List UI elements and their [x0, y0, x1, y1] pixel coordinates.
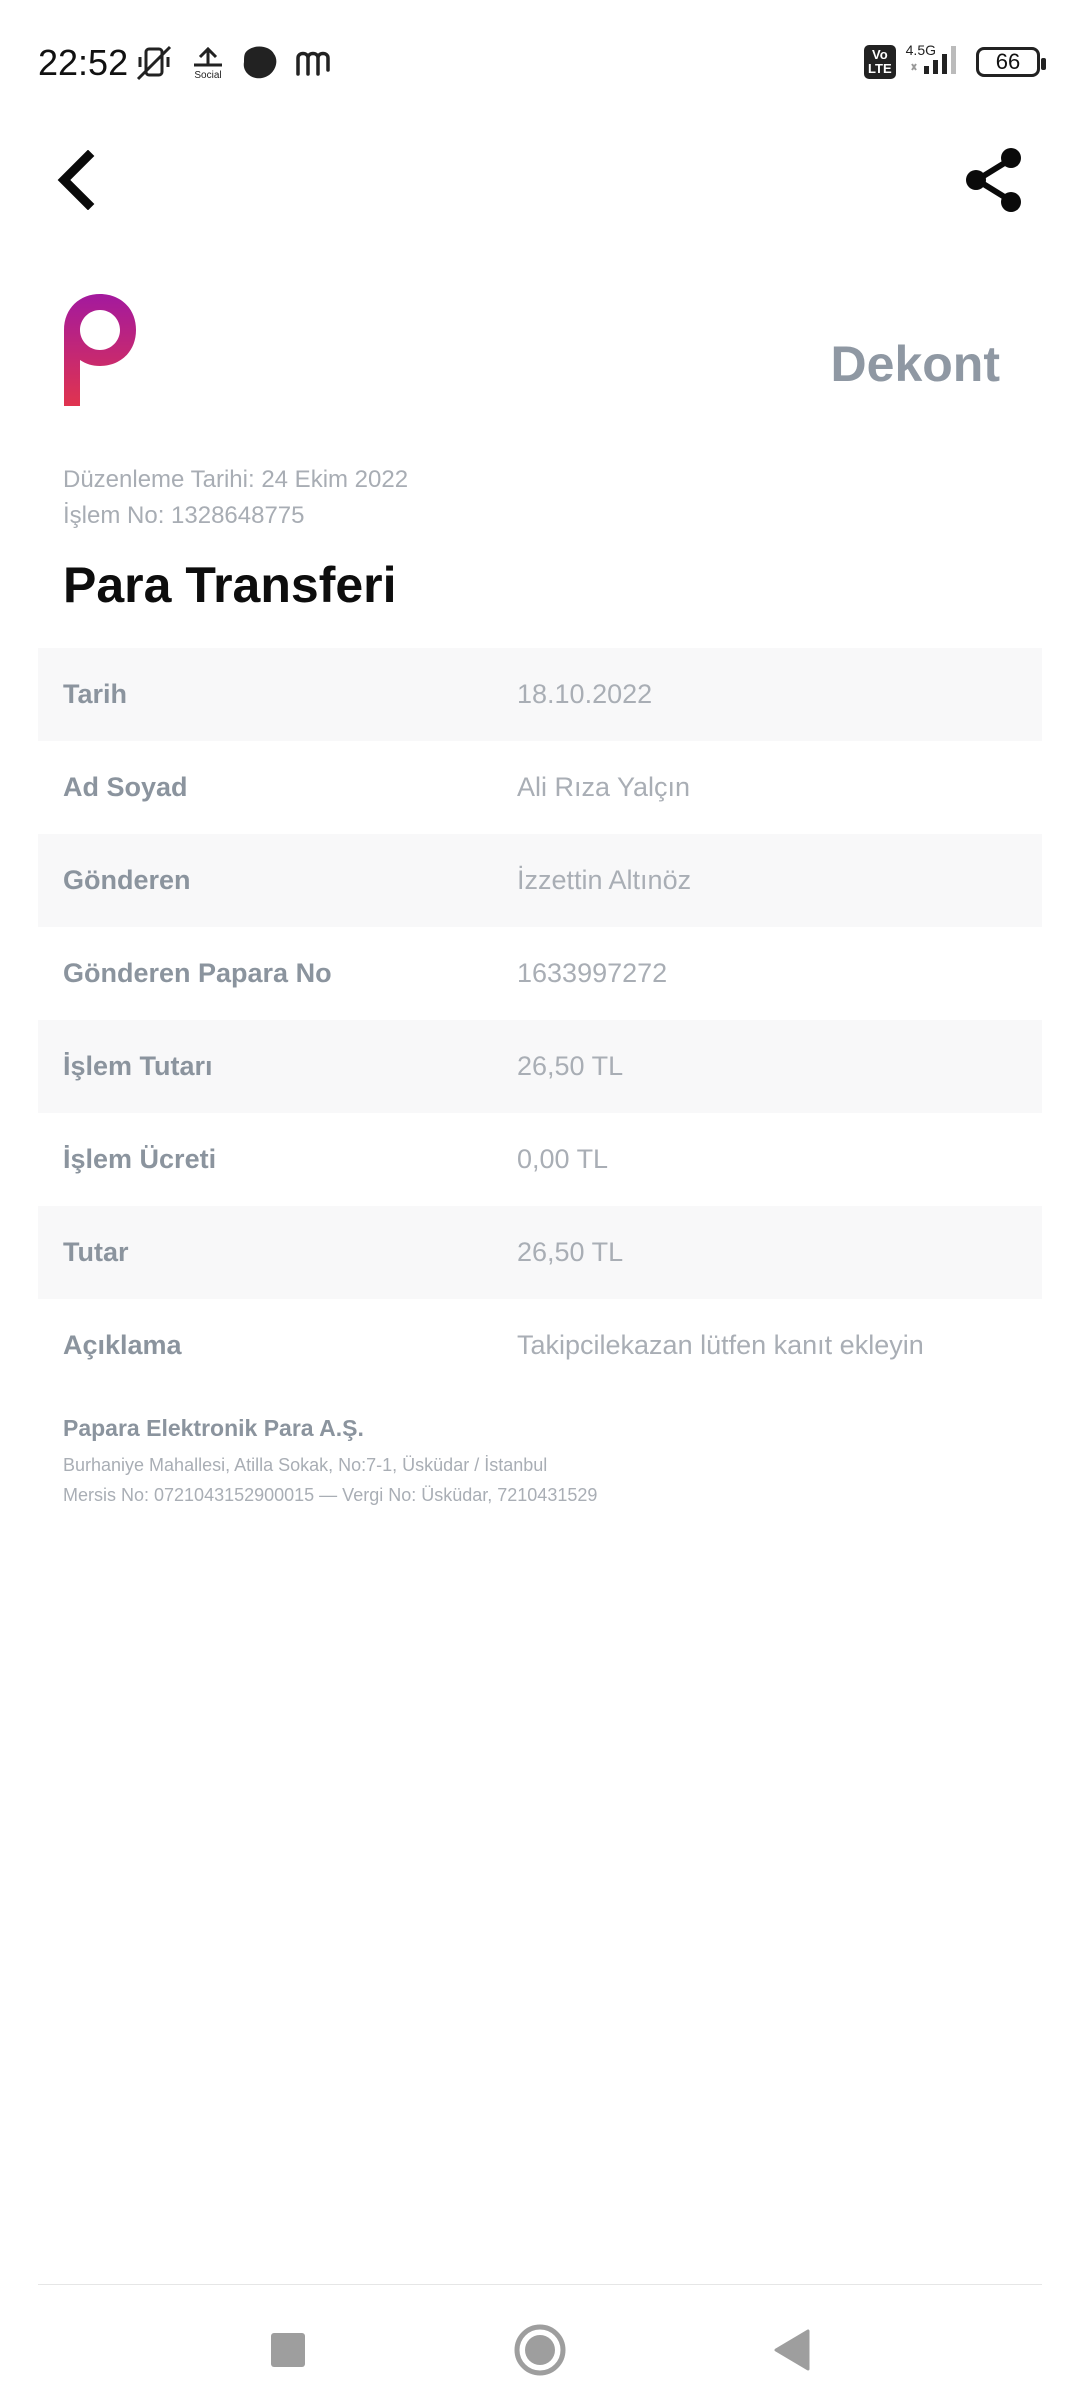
row-label: Tutar	[63, 1237, 129, 1267]
nav-divider	[38, 2284, 1042, 2285]
triangle-left-icon	[772, 2329, 812, 2371]
social-label: Social	[194, 70, 222, 81]
row-value: 26,50 TL	[517, 1051, 624, 1081]
circle-icon	[513, 2323, 567, 2377]
battery-icon	[976, 47, 1040, 77]
row-label: İşlem Ücreti	[63, 1144, 217, 1174]
row-value: 0,00 TL	[517, 1144, 609, 1174]
table-row	[38, 1020, 1042, 1113]
row-label: Açıklama	[63, 1330, 182, 1360]
row-label: Gönderen Papara No	[63, 958, 332, 988]
row-value: 26,50 TL	[517, 1237, 624, 1267]
battery-level: 66	[995, 48, 1021, 74]
status-bar	[0, 0, 1080, 130]
share-button[interactable]	[954, 140, 1034, 220]
row-value: 18.10.2022	[517, 679, 653, 709]
row-value: 1633997272	[517, 958, 668, 988]
status-notification-icons	[132, 38, 332, 88]
company-address: Burhaniye Mahallesi, Atilla Sokak, No:7-1, Üsküdar / İstanbul	[63, 1455, 548, 1475]
blob-app-icon	[240, 41, 280, 85]
issue-date: Düzenleme Tarihi: 24 Ekim 2022	[63, 466, 409, 493]
status-system-icons	[864, 42, 1040, 81]
table-row	[38, 1206, 1042, 1299]
transaction-number: İşlem No: 1328648775	[63, 502, 305, 529]
social-app-icon	[190, 41, 226, 85]
home-button[interactable]	[505, 2315, 575, 2385]
status-time: 22:52	[38, 42, 129, 83]
company-name: Papara Elektronik Para A.Ş.	[63, 1415, 364, 1441]
row-label: Tarih	[63, 679, 128, 709]
recents-button[interactable]	[253, 2315, 323, 2385]
table-row	[38, 834, 1042, 927]
back-button[interactable]	[46, 140, 106, 220]
table-row	[38, 741, 1042, 834]
chevron-left-icon	[54, 150, 98, 210]
row-label: Gönderen	[63, 865, 191, 895]
volte-badge: Vo LTE	[864, 45, 896, 79]
nav-back-button[interactable]	[757, 2315, 827, 2385]
square-icon	[270, 2332, 306, 2368]
row-value: Takipcilekazan lütfen kanıt ekleyin	[517, 1330, 924, 1360]
row-label: İşlem Tutarı	[63, 1051, 213, 1081]
receipt-meta	[63, 462, 408, 534]
vibrate-off-icon	[132, 41, 176, 85]
row-value: Ali Rıza Yalçın	[517, 772, 691, 802]
table-row	[38, 1113, 1042, 1206]
table-row	[38, 927, 1042, 1020]
company-footer	[63, 1415, 597, 1510]
m-app-icon	[294, 41, 332, 85]
company-registry: Mersis No: 0721043152900015 — Vergi No: Üsküdar, 7210431529	[63, 1485, 598, 1505]
papara-logo	[60, 290, 140, 415]
document-type-label: Dekont	[830, 336, 1000, 392]
row-value: İzzettin Altınöz	[517, 865, 692, 895]
transaction-details-table	[38, 648, 1042, 1392]
table-row	[38, 1299, 1042, 1392]
network-type: 4.5G	[905, 41, 936, 58]
table-row	[38, 648, 1042, 741]
row-label: Ad Soyad	[63, 772, 188, 802]
share-icon	[959, 145, 1029, 215]
system-nav-bar	[0, 2290, 1080, 2400]
page-title: Para Transferi	[63, 557, 397, 613]
